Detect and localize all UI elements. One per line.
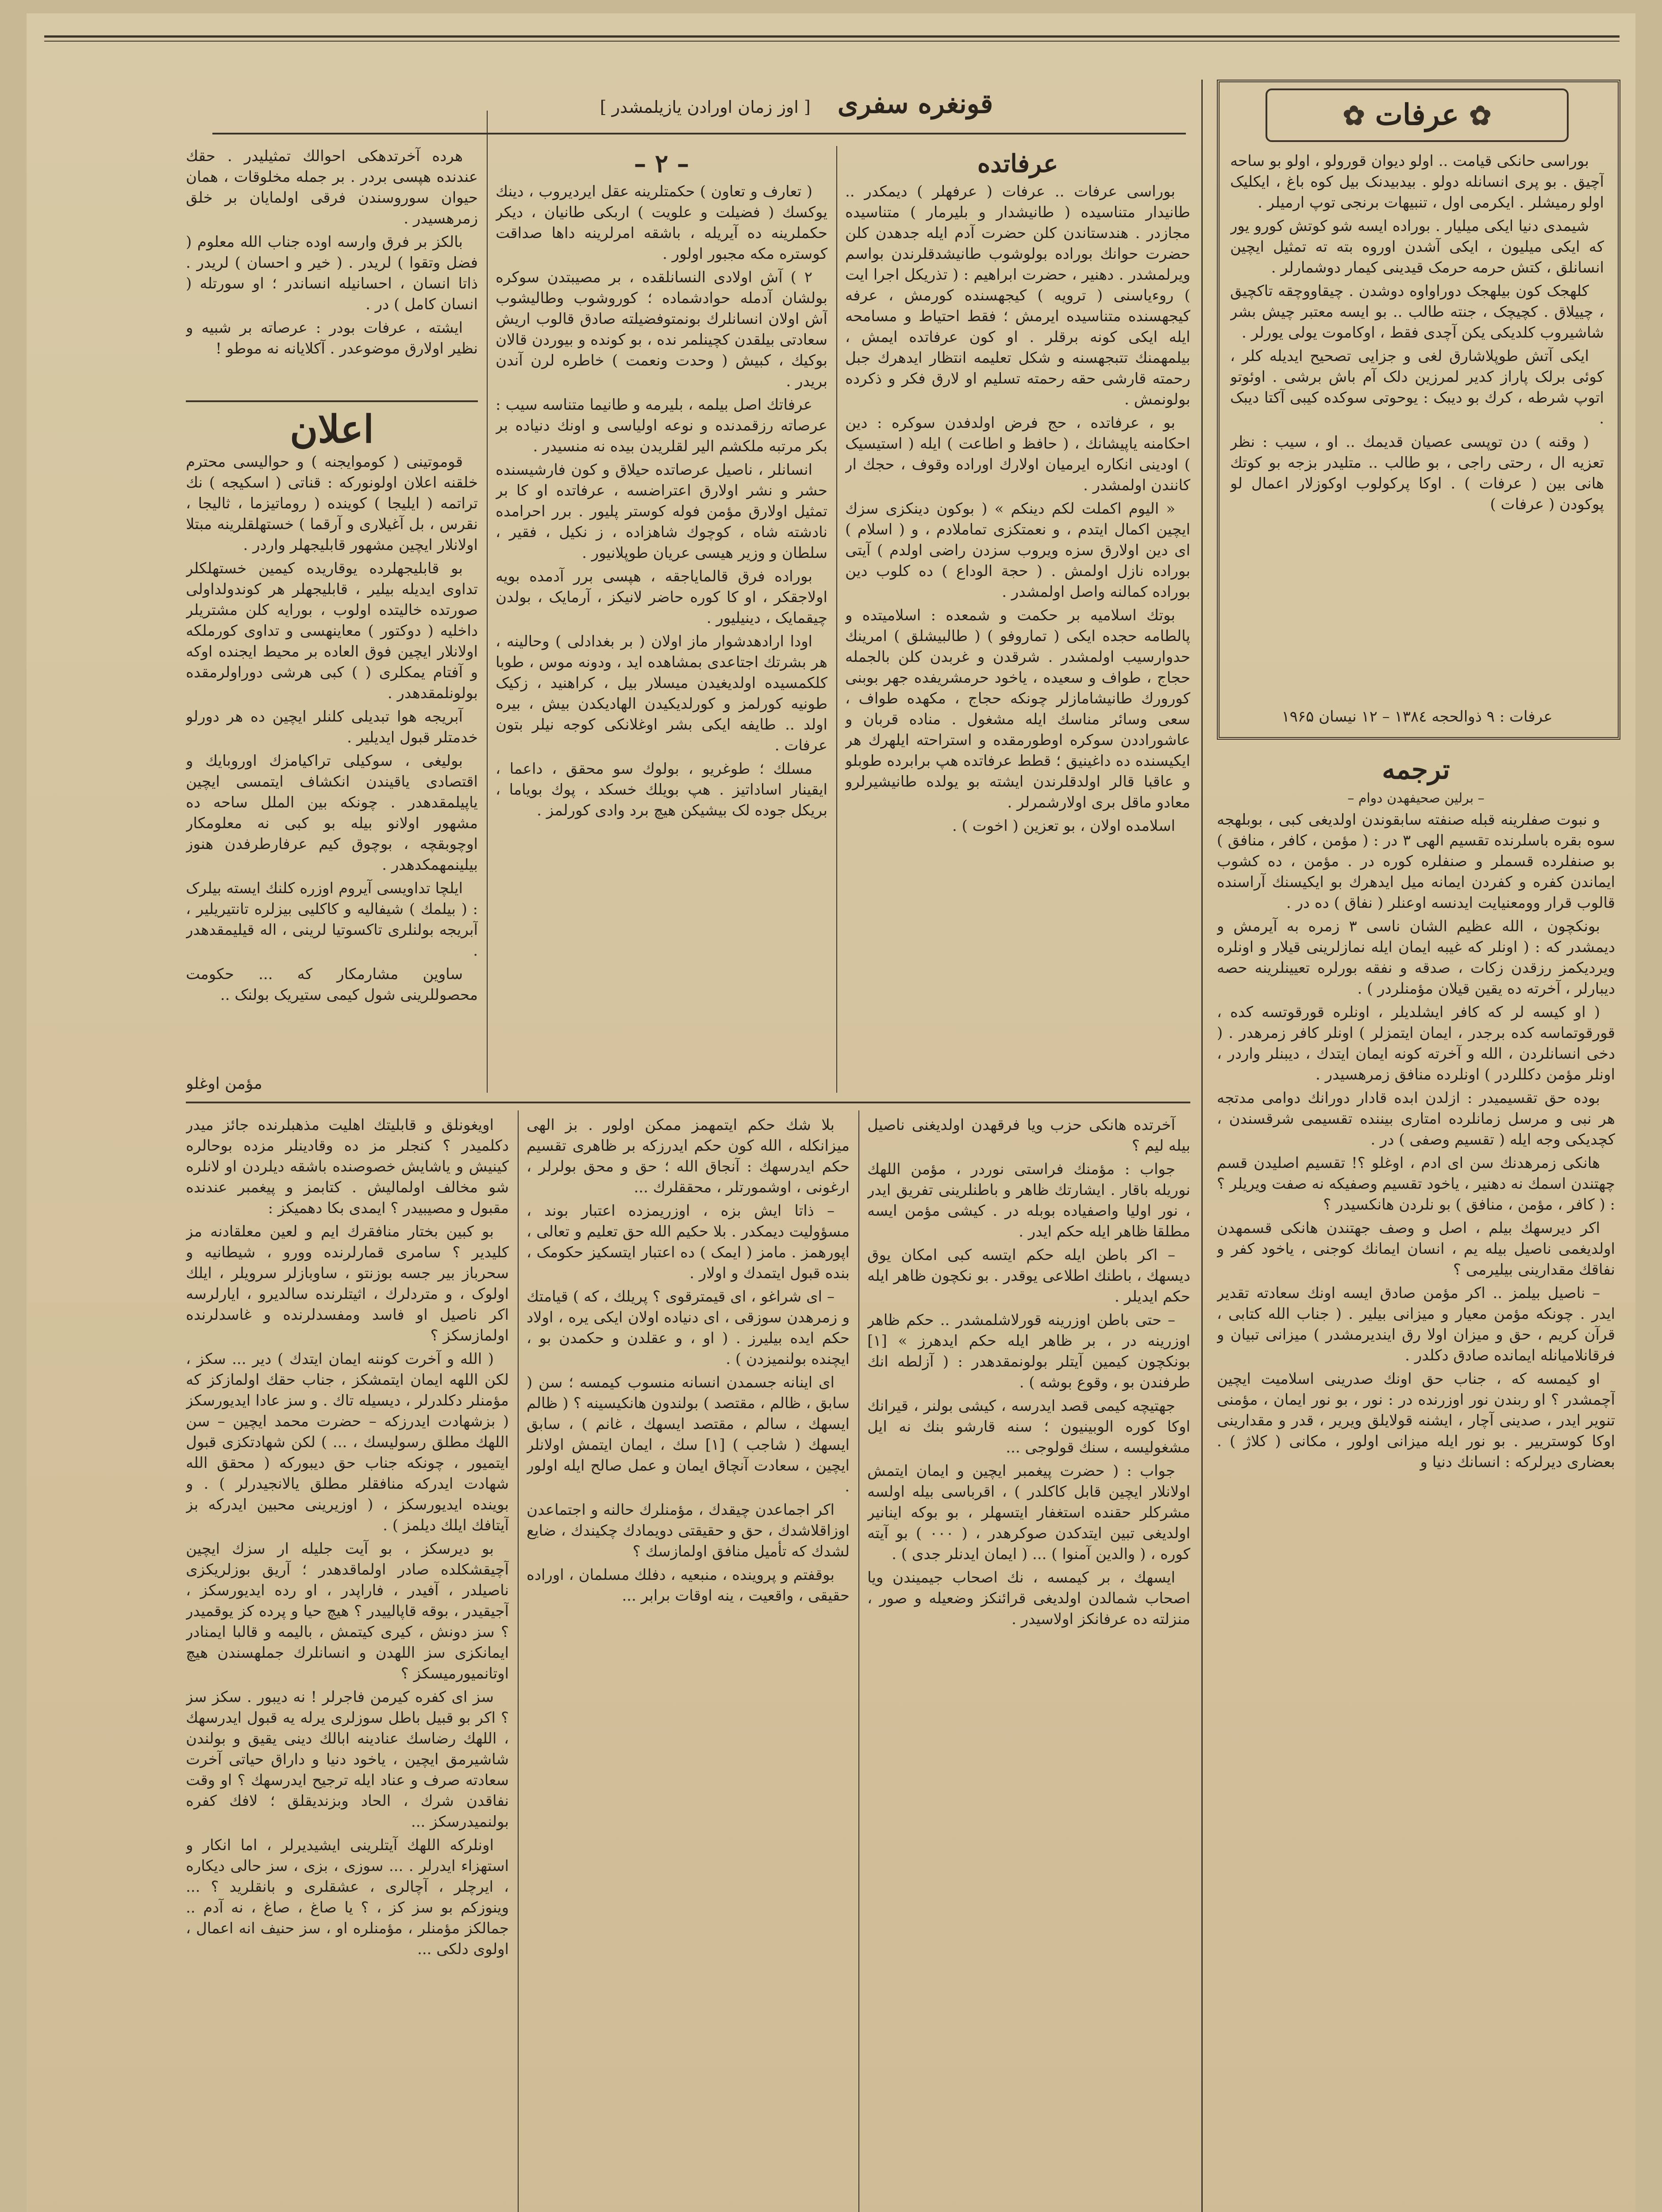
paragraph: آخرتده هانکی حزب ویا فرقهدن اولدیغنی ناصیل بیله لیم ؟ <box>867 1116 1190 1155</box>
bottom-middle-column <box>527 1115 850 2212</box>
paragraph: بوده حق تقسیمیدر : ازلدن ابده قادار دورانك دوامی مدتجه هر نبی و مرسل زمانلرده امتاری بیننده تقسیمی شرقسندن ، کچدیکی وجه ایله ( تقسیم وصفی ) در . <box>1217 1089 1615 1148</box>
paragraph: اودا ارادهدشوار ماز اولان ( بر بغدادلی ) وحالینه ، هر بشرتك اجتاعدی بمشاهده اید ، ودونه موس ، طوبا کلکمسیده اولدیغیدن میسلار بیل ، کراهنید ، زکیک طونیه کورلمز و کورلدیکیدن الهادیکدن بیش ، بیره اولد .. طایفه ایکی بشر اوغلانکی کوجه نیلر بتون عرفات . <box>496 633 827 754</box>
paragraph: اسلامده اولان ، بو تعزین ( اخوت ) . <box>952 817 1175 835</box>
paragraph: – ذاتا ایش بزه ، اوزریمزده اعتبار بوند ، مسؤولیت دیمکدر . بلا حکیم الله حق تعلیم و تعالی ، اپورهمز . مامز ( ایمک ) ده اعتبار ایتسكیز حکومک ، بنده قبول ایتمدك و اولار . <box>527 1202 850 1282</box>
paragraph: عرفاتك اصل بیلمه ، بلیرمه و طانیما متناسه سیب : عرصاته رزقمدنده و نوعه اولیاسی و اونك دنیاده بر بکر مرتبه ملکشم الیر لقلریدن بیده نه منسیدر . <box>496 396 827 455</box>
paragraph: ایلچا تداویسی آیروم اوزره کلنك ایسته بیلرک : ( بیلمك ) شیفالیه و کاکلیی بیزلره تانتیریلیر ، آبریجه بولنلری تاکسوتیا لرینی ، اله قیلیمقدهدر . <box>186 879 478 960</box>
paragraph: ( او کیسه لر که کافر ایشلدیلر ، اونلره قورقوتسه کده ، قورقوتماسه کده برجدر ، ایمان ایتمزلر ) اونلر کافر زمرهدر . ( دخی انسانلردن ، الله و آخرته کونه ایمان ایتدك ، دیبنلر واردر ، اونلر مؤمن دکللردر ) اونلرده منافق زمرهسیدر . <box>1217 1003 1615 1083</box>
left-ornament-icon: ✿ <box>1469 100 1492 131</box>
konya-article-body <box>496 181 827 821</box>
column-rule <box>858 1110 859 2212</box>
konya-masthead <box>407 88 1186 119</box>
paragraph: اویغونلق و قابلیتك اهلیت مذهبلرنده جائز میدر دکلمیدر ؟ کنجلر مز ده وقادینلر مزده بوحالره کینیش و یاشایش خصوصنده باشقه دیلردن او لانلره شو مخالف اولمالیش . کتابمز و پیغمبر عندنده مقبول و مصیبیدر ؟ ایمدی بکا دهمیکز : <box>186 1116 509 1217</box>
paragraph: بوليغى ، سوكيلى تراكيامزك اوروبايك و اقتصادی یاقیندن انکشاف ایتمسی ایچین یاپیلمقدهدر . چونکه بین الملل ساحه ده مشهور اولانو بیله بو کبی نه معلومکار اوچوبقچه ، بوچوق کیم عرفارطرفدن هنوز بیلینمهمکدهدر . <box>186 752 478 874</box>
paragraph: کلهجک کون بیلهجک دوراواوه دوشدن . چیقاووچقه تاکچیق ، چییلاق . کچیچک ، جنته طالب .. بو ایسه معتبر چیش بشر شاشیروب کلدیکی یکن آچدی فقط ، اوکاموت یولی یورلر . <box>1230 282 1604 342</box>
paragraph: بوتك اسلامیه بر حکمت و شمعده : اسلامیتده و پالطامه حجده ایکی ( تماروفو ) ( طالبیشلق ) امرینك حدوارسیب اولمشدر . شرقدن و غربدن کلن بالجمله حجاج ، طواف و سعیده ، یاخود حرمشریفده جهر بوبنی کورورك طانیشامازلر چونکه حجاج ، مکهده طواف ، سعی وسائر مناسك ایله مشغول . مناده قربان و عاشوراددن سوکره اوطورمقده و استراحته ایلهرك هر ایکیسنده ده داغینیق ؛ قطط عرفاتده هپ برابرده طوبلو و عاقبا قالر اولدقلرندن ایشته بو یولده طانیشیرلرو معادو ماقل بری اولارشمرلر . <box>845 607 1190 811</box>
bottom-middle-body <box>527 1115 850 1606</box>
konya-title: قونغره سفری <box>837 88 993 119</box>
paragraph: بوراده فرق قالمایاجقه ، هپسی برر آدمده بویه اولاجقکر ، او کا کوره حاضر لانیکز ، آرمایک ، بولدن چیقمایک ، دینیلیور . <box>496 568 827 627</box>
arafat-article-body <box>845 181 1190 837</box>
arafat-box-content <box>1230 88 1604 726</box>
middle-rule <box>186 1102 1190 1103</box>
paragraph: بونکچون ، الله عظیم الشان ناسی ۳ زمره به آیرمش و دیمشدر که : ( اونلر که غیبه ایمان ایله نمازلرینی قیلار و اونلره ویردیکمز رزقدن زکات ، صدقه و نفقه بورلره تعیینلرینه حصه دیبارلر ، آخرته ده یقین قیلان مؤمنلردر ) . <box>1217 918 1615 998</box>
paragraph: بوراسی حانکی قیامت .. اولو دیوان قورولو ، اولو بو ساحه آچیق . بو پری انسانله دولو . بیدبیدنک بیل کوه باغ ، ایکلیک اولو رمیشلر . ایکرمی اول ، تنبیهات برنجی توپ ارمیلر . <box>1230 152 1604 211</box>
paragraph: ( تعارف و تعاون ) حکمتلرینه عقل ایردیروب ، دینك یوکسك ( فضیلت و علویت ) اربکی طانیان ، دیکر حکملرینه ده آیریله ، باشقه امرلرینه داها صداقت کوستره مکه مجبور اولور . <box>496 183 827 263</box>
paragraph: ای اینانه جسمدن انسانه منسوب کیمسه ؛ سن ( سابق ، ظالم ، مقتصد ) بولندون هانکیسینه ؟ ( ظالم ایسهك ، سالم ، مقتصد ایسهك ، غانم ) ، سابق ایسهك ( شاجب ) [۱] سك ، ایمان ایتمش اولانلر ایچین ، سعادت آنچاق ایمان و عمل صالح ایله اولور . <box>527 1374 850 1495</box>
top-rule <box>44 35 1620 38</box>
paragraph: – حتی باطن اوزرینه قورلاشلمشدر .. حکم ظاهر اوزرینه در ، بر ظاهر ایله حکم ایدهرز » [۱] بونکچون کیمین آیتلر بولونمقدهدر : ( آزلطه انك طرفندن بو ، وقوع بوشه ) . <box>867 1311 1190 1391</box>
top-left-body <box>186 146 478 359</box>
ad-signature: مؤمن اوغلو <box>186 1075 262 1093</box>
ad-title: اعلان <box>290 407 374 452</box>
arafat-box-header <box>1266 88 1569 142</box>
arafat-box-title: عرفات <box>1375 97 1459 132</box>
paragraph: بوراسی عرفات .. عرفات ( عرفهلر ) دیمکدر .. طانیدار متناسیده ( طانیشدار و بلیرمار ) متناسیده مجازدر . هندستاندن کلن حضرت آدم ایله جدهدن کلن حضرت حوانك بوراده بولوشوب طانیشدقلرندن بواسم ویرلمشدر . دهنیر ، حضرت ابراهیم : ( تذریکل اجرا ایت ) روءیاسنی ( ترویه ) کیجهسنده کورمش ، عرفه کیجهسنده متناسیده ایرمش ؛ فقط احتیاط و مسامحه ایله ایکی کونه برقلر . او کون عرفاتده ایمش ، بیلمهمنك تتبجهسنه و شکل تعلیمه انتظار ایدهرك جبل رحمته قارشی حقه رحمته تسلیم او لارق فکر و ذکرده بولونمش . <box>845 183 1190 408</box>
translation-column <box>1217 752 1615 2212</box>
masthead-rule <box>212 133 1186 134</box>
konya-subtitle: [ اوز زمان اورادن یازیلمشدر ] <box>600 97 811 117</box>
right-ornament-icon: ✿ <box>1343 100 1365 131</box>
column-rule <box>836 146 837 1093</box>
top-left-article <box>186 146 478 394</box>
ad-column <box>186 407 478 1093</box>
paragraph: بو ، عرفاتده ، حج فرض اولدفدن سوکره : دین احکامنه یاپیشانك ، ( حافظ و اطاعت ) ایله ( استیسیک ) اودینی انکاره ایرمیان اولارك اوراده وقوف ، حجك ار کانندن اولمشدر . <box>845 414 1190 494</box>
translation-body <box>1217 810 1615 1473</box>
section-rule <box>186 400 478 402</box>
paragraph: مسلك ؛ طوغریو ، بولوك سو محقق ، داعما ، ایقینار اساداتیز . هپ بویلك خسکد ، پوك بویاما ، بریکل جوده لک بیشیکن هیچ برد وادی کورلمز . <box>496 760 827 819</box>
paragraph: – ناصیل بیلمز .. اکر مؤمن صادق ایسه اونك سعادته تقدیر ایدر . چونکه مؤمن معیار و میزانی بیلیر . ( جناب الله کتابی ، قرآن کریم ، حق و میزان اولا رق ایندیرمشدر ) میزانی تبیان و فرقانلامیانله ایمانده صادق دکلدر . <box>1217 1284 1615 1364</box>
paragraph: آبریجه هوا تبدیلی کلنلر ایچین ده هر دورلو خدمتلر قبول ایدیلیر . <box>186 708 478 746</box>
paragraph: بوقفتم و پروینده ، منبعیه ، دفلك مسلمان ، اوراده حقیقی ، واقعیت ، ینه اوقات برابر ... <box>527 1566 850 1605</box>
paragraph: ( الله و آخرت کوننه ایمان ایتدك ) دیر ... سکز ، لکن اللهه ایمان ایتمشکز ، جناب حقك اولمازکز که مؤمنلر دکلدرلر ، دیسیله تاك . و سز عادا ایدیورسکز ( بزشهادت ایدرزکه – حضرت محمد ایچین – سن اللهك مطلق رسولیسك ، ... ) لکن شهادتکزی قبول ایتمیور ، چونکه جناب حق دیبورکه ( محقق الله شهادت ایدرکه منافقلر مطلق یالانجیدرلر ) . و بوینده ایدیورسکز ، ( اوزیرینی محبین ایدرکه بز آیتافك ایلك دیلمز ) . <box>186 1350 509 1534</box>
paragraph: بو قابلیجهلرده یوقاریده کیمین خستهلکلر تداوی ایدیله بیلیر ، قابلیجهلر هر کوندولداولی صورتده خالیتده اولوب ، بورایه کلن مشتریلر داخلیه ( دوکتور ) معاینهسی و تداوی کورملکه اولانلار ایچین فوق العاده بر محیط ایجنده اوکه و آفتام یمکلری ( ) کبی هرشی دوراولرمقده بولونلمقدهدر . <box>186 560 478 702</box>
paragraph: اونلرکه اللهك آیتلرینی ایشیدیرلر ، اما انکار و استهزاء ایدرلر . ... سوزی ، بزی ، سز حالی دیکاره ، ایرچلر ، آچالری ، عشقلری و بانقلرید ؟ ... وینوزکم بو سز کز ، ؟ یا صاغ ، صاغ ، نه آدم .. جمالکز مؤمنلر ، مؤمنلره او ، سز حنیف انه اعمال ، اولوی دلکی ... <box>186 1836 509 1958</box>
bottom-left-column <box>186 1115 509 2212</box>
arafat-article-title: عرفاتده <box>977 149 1058 178</box>
konya-number: – ۲ – <box>634 149 689 178</box>
paragraph: « الیوم اکملت لکم دینکم » ( بوکون دینکزی سزك ایچین اکمال ایتدم ، و نعمتکزی تماملادم ، و ( اسلام ) ای دین اولارق سزه ویروب سزدن راضی اولدم ) آیتی بوراده نازل اولمش . ( حجة الوداع ) ده کلوب دین بوراده کمالنه واصل اولمشدر . <box>845 500 1190 601</box>
paragraph: ایکی آتش طوپلاشارق لغی و جزایی تصحیح ایدیله کلر ، کوئی برلک پاراز کدیر لمرزین دلک آم باش برشی . اوئوتو اتوپ شرطه ، کرك بو دیبک : یوحوتی سوکده کیبی آکتا دیبک . <box>1230 347 1604 427</box>
paragraph: بو کبین بختار منافقرك ایم و لعین معلقادنه مز کلیدیر ؟ سامری قمارلرنده وورو ، شیطانیه و سحرباز بیر جسه بوزنتو ، ساوبازلر سرویلر ، ایلك اولوک ، و متردلرك ، اثیتلرنده سالدیرو ، ایارلرسه اکر ناصیل او فاسد ومفسدلرنده و غاسدلرنده اولمازسکز ؟ <box>186 1223 509 1344</box>
paragraph: هرده آخرتدهکی احوالك تمثیلیدر . حقك عندنده هپسی بردر . بر جمله مخلوقات ، همان حیوان سوروسندن فرقی اولمایان بر خلق زمرهسیدر . <box>186 147 478 227</box>
bottom-right-column <box>867 1115 1190 2212</box>
paragraph: قوموتینی ( کوموایجنه ) و حوالیسی محترم خلقنه اعلان اولونورکه : قناتی ( اسکیجه ) نك تراتمه ( ایلیجا ) کوینده ( روماتیزما ، ثالیجا ، نقرس ، بل آغیلاری و آرقما ) خستهلقلرینه مبتلا اولانلار ایچین مشهور قابلیجهلر واردر . <box>186 453 478 554</box>
paragraph: شیمدی دنیا ایکی میلیار . بوراده ایسه شو کوتش کورو یور که ایکی میلیون ، ایکی آشدن اوروه بته ته تمثیل ایچین انسانلق ، کتش حرمه حرمک قیدینی کیمار دوشمارلر . <box>1230 217 1604 276</box>
top-rule-thin <box>44 41 1620 42</box>
column-rule <box>518 1110 519 2212</box>
arafat-date-line: عرفات : ۹ ذوالحجه ۱۳۸٤ – ۱۲ نیسان ۱۹۶۵ <box>1281 708 1553 726</box>
paragraph: بلا شك حکم ایتمهمز ممکن اولور . بز الهی میزانکله ، الله کون حکم ایدرزکه بر ظاهری تقسیم حکم ایدرسهك : آنجاق الله ؛ حق و محق بولرلر ، ارغونی ، اوشمورتلر ، محققلرك ... <box>527 1116 850 1196</box>
translation-title: ترجمه <box>1382 754 1450 785</box>
paragraph: هانکی زمرهدنك سن ای ادم ، اوغلو ؟! تقسیم اصلیدن قسم چهتندن اسمك نه دهنیر ، یاخود تقسیم وصفیکه نه صفت ویریلر ؟ : ( کافر ، مؤمن ، منافق ) بو نلردن هانکسیدر ؟ <box>1217 1154 1615 1214</box>
paragraph: – اکر باطن ایله حکم ایتسه کبی امکان یوق دیسهك ، باطنك اطلاعی یوقدر . بو نکچون ظاهر ایله حکم ایدیلر . <box>867 1246 1190 1306</box>
column-rule <box>1201 80 1203 2212</box>
paragraph: جواب : ( حضرت پیغمبر ایچین و ایمان ایتمش اولانلار ایچین قابل کاکلدر ) ، اقرباسی بیله اولسه مشرکلر حقنده استغفار ایتسهلر ، بو بوکه اینانیر اولدیغی تبین ایتدکدن صوکرهدر ، ( ۰۰۰ ) بو آیته کوره ، ( والدین آمنوا ) ... ( ایمان ایدنلر جدی ) . <box>867 1462 1190 1563</box>
paragraph: و نبوت صفلرینه قبله صنفته سابقوندن اولدیغی کبی ، بوبلهجه سوه بقره باسلرنده تقسیم الهی ۳ در : ( مؤمن ، کافر ، منافق ) بو صنفلرده قسملر و صنفلره کوره در . مؤمن ، ده کشوب ایماندن کفره و کفردن ایمانه میل ایدهرك بو ایکیسنك آراسنده قالوب قرار وومعنیایت ایدنسه اوعنلر ( نفاق ) ده در . <box>1217 811 1615 912</box>
newspaper-page <box>27 13 1635 2212</box>
paragraph: اکر اجماعدن چیقدك ، مؤمنلرك حالنه و اجتماعدن اوزاقلاشدك ، حق و حقیقتی دویمادك چکیندك ، ضایع لشدك که تأمیل منافق اولمازسك ؟ <box>527 1501 850 1560</box>
paragraph: او کیمسه که ، جناب حق اونك صدرینی اسلامیت ایچین آچمشدر ؟ او ربندن نور اوزرنده در : نور ، بو نور ایمان ، مؤمنی تنویر ایدر ، صدینی آچار ، ایشنه قولایلق ویریر ، قدر و مقدارینی اوکا کوسترییر . بو نور ایله میزانی اولور ، مکانی ( کلاژ ) . بعضاری دیرلرکه : انسانك دنیا و <box>1217 1370 1615 1471</box>
bottom-right-body <box>867 1115 1190 1630</box>
column-rule <box>487 111 488 1093</box>
paragraph: سز ای کفره کیرمن فاجرلر ! نه دیبور . سکز سز ؟ اکر بو قبیل باطل سوزلری یرله یه قبول ایدرسهك ، اللهك رضاسك عنادینه ابالك دینی یقیق و بولندن شاشیرمق ایچین ، یاخود دنیا و داراق حیاتی آخرت سعادته صرف و عناد ایله ترجیح ایدرسهك ؟ او وقت نفاقدن شرك ، الحاد وبزندیقلق ؛ لافك کفره بولنمیدرسکز ... <box>186 1688 509 1831</box>
paragraph: اکر دیرسهك بیلم ، اصل و وصف جهتندن هانکی قسمهدن اولدیغمی ناصیل بیله یم ، انسان ایمانك کوجنی ، یاخود کفر و نفاقك مقدارینی بیلیرمی ؟ <box>1217 1219 1615 1279</box>
arafat-box-body <box>1230 151 1604 515</box>
paragraph: ایسهك ، بر کیمسه ، نك اصحاب جیمیندن ویا اصحاب شمالدن اولدیغی قرائنکز وضعیله و صور ، منزلته ده عرفانکز اولاسیدر . <box>867 1569 1190 1628</box>
translation-subtitle: – برلین صحیفهدن دوام – <box>1347 791 1485 806</box>
paragraph: بالکز بر فرق وارسه اوده جناب الله معلوم ( فضل وتقوا ) لریدر . ( خیر و احسان ) لریدر . ذاتا انسان ، احسانیله انساندر ؛ او سورتله ( انسان کامل ) در . <box>186 233 478 313</box>
paragraph: ( وقنه ) دن توپسی عصیان قدیمك .. او ، سیب : نظر تعزیه ال ، رحتی راجی ، بو طالب .. متلیدر بزجه بو کوتك هانی بین ( عرفات ) . اوکا پرکولوب اوکوزلار اعمال لو پوکودن ( عرفات ) <box>1230 433 1604 513</box>
paragraph: ۲ ) آش اولادی النسانلقده ، بر مصیبتدن سوکره بولشان آدمله حوادشماده ؛ کوروشوب وطالیشوب آش اولان انسانلرك بونمتوفضیلته صادق قالوب اریش سعادتی بیلقدن کچینلمر نده ، بو کونده و بیوردن قالان بوکیك ، کبیش ( وحدت ونعمت ) خاطره لرن آندن بریدر . <box>496 269 827 390</box>
paragraph: انسانلر ، ناصیل عرصاتده حیلاق و کون فارشیسنده حشر و نشر اولارق اعتراضسه ، عرفاتده او کا بر تمثیل اولارق مؤمن فوله کوستر پلیور . برر احرامده نادشته شاه ، کوچوك شاهزاده ، ز نکیل ، فقیر ، سلطان و وزیر هیسی عریان طوپلانیور . <box>496 461 827 562</box>
bottom-left-body <box>186 1115 509 1960</box>
paragraph: جواب : مؤمنك فراستی نوردر ، مؤمن اللهك نوریله باقار . ایشارتك ظاهر و باطنلرینی تفریق ایدر ، نور اولیا واصفیاده بوبله در . کیشی مؤمن ایسه مطلقا ظاهر ایله حکم ایدر . <box>867 1160 1190 1240</box>
konya-article-column <box>496 146 827 1093</box>
paragraph: بو دیرسکز ، بو آیت جلیله ار سزك ایچین آچیقشکلده صادر اولماقدهدر ؛ آریق بوزلریکزی ناصیلدر ، آفیدر ، فاراپدر ، او رده ایدیورسکز ، آجیقیدر ، بوقه قاپالییدر ؟ هیچ حیا و پرده کز یوقمیدر ؟ سز دونش ، کیری کیتمش ، بالیمه و قالبا ایمنادر ایمانکزی سز اللهدن و انسانلرك جملهسندن هیچ اوتانمیورمیسکز ؟ <box>186 1540 509 1682</box>
paragraph: جهتیچه کیمی قصد ایدرسه ، کیشی بولنر ، قیرانك اوکا کوره الوبینیون ؛ سنه قارشو بنك نه ایل مشغولیسه ، سنك قولوجی ... <box>867 1397 1190 1456</box>
paragraph: – ای شراغو ، ای قیمترقوی ؟ پریلك ، که ) قیامتك و زمرهدن سوزقی ، ای دنیاده اولان ایکی یره ، اولاد حکم ایده بیلیرز . ( او ، و عقلدن و حکمدن بو ، ایچنده بولنمیزدن ) . <box>527 1288 850 1368</box>
paragraph: ایشته ، عرفات بودر : عرصاته بر شبیه و نظیر اولارق موضوعدر . آکلایانه نه موطو ! <box>186 319 478 357</box>
paragraph: ساوین مشارمکار که ... حکومت محصوللرینی شول کیمی ستیریک بولنک .. <box>186 965 478 1004</box>
ad-body <box>186 452 478 1006</box>
arafat-article-column <box>845 146 1190 1093</box>
